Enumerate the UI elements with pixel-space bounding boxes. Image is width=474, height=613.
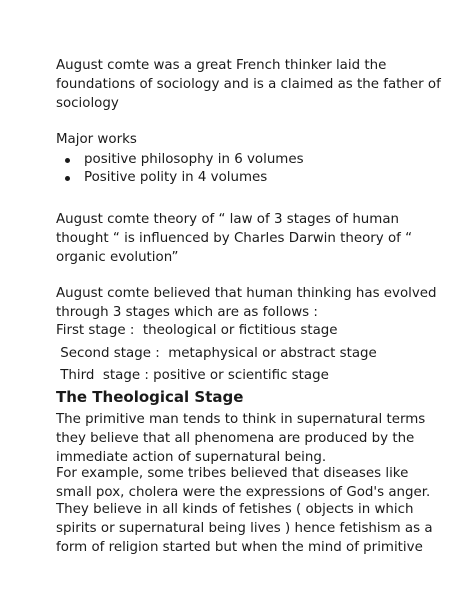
list-item bbox=[56, 151, 304, 169]
second-stage-line bbox=[56, 344, 436, 363]
bullet-icon bbox=[65, 158, 70, 163]
third-stage-text: Third stage : positive or scientific stage bbox=[56, 368, 329, 383]
stages-intro-line-1: August comte believed that human thinking has evolved bbox=[56, 286, 437, 301]
first-stage-text: First stage : theological or fictitious stage bbox=[56, 323, 338, 338]
theological-paragraph-2 bbox=[56, 464, 436, 502]
stages-intro-line-2: through 3 stages which are as follows : bbox=[56, 305, 318, 320]
list-item-label: positive philosophy in 6 volumes bbox=[84, 152, 304, 167]
list-item bbox=[56, 169, 304, 187]
first-stage-line bbox=[56, 321, 436, 340]
theory-line-1: August comte theory of “ law of 3 stages of human bbox=[56, 212, 400, 227]
theological-paragraph-1 bbox=[56, 410, 436, 467]
paragraph-line: spirits or supernatural being lives ) hence fetishism as a bbox=[56, 521, 433, 536]
intro-line-1: August comte was a great French thinker laid the bbox=[56, 58, 387, 73]
paragraph-line: The primitive man tends to think in supernatural terms bbox=[56, 412, 426, 427]
theory-line-2: thought “ is influenced by Charles Darwin theory of “ bbox=[56, 231, 413, 246]
third-stage-line bbox=[56, 366, 436, 385]
major-works-list bbox=[56, 151, 304, 187]
intro-line-3: sociology bbox=[56, 96, 119, 111]
paragraph-line: They believe in all kinds of fetishes ( objects in which bbox=[56, 502, 414, 517]
paragraph-line: immediate action of supernatural being. bbox=[56, 450, 327, 465]
theological-paragraph-3 bbox=[56, 500, 436, 557]
section-heading: The Theological Stage bbox=[56, 388, 244, 406]
second-stage-text: Second stage : metaphysical or abstract stage bbox=[56, 346, 377, 361]
intro-paragraph bbox=[56, 56, 441, 113]
theory-line-3: organic evolution” bbox=[56, 250, 179, 265]
paragraph-line: form of religion started but when the mind of primitive bbox=[56, 540, 423, 555]
stages-intro-paragraph bbox=[56, 284, 436, 322]
paragraph-line: they believe that all phenomena are produced by the bbox=[56, 431, 415, 446]
list-item-label: Positive polity in 4 volumes bbox=[84, 170, 268, 185]
intro-line-2: foundations of sociology and is a claimed as the father of bbox=[56, 77, 441, 92]
paragraph-line: For example, some tribes believed that diseases like bbox=[56, 466, 409, 481]
paragraph-line: small pox, cholera were the expressions of God's anger. bbox=[56, 485, 431, 500]
theory-paragraph bbox=[56, 210, 436, 267]
bullet-icon bbox=[65, 176, 70, 181]
major-works-label: Major works bbox=[56, 132, 137, 147]
major-works-heading bbox=[56, 130, 436, 149]
